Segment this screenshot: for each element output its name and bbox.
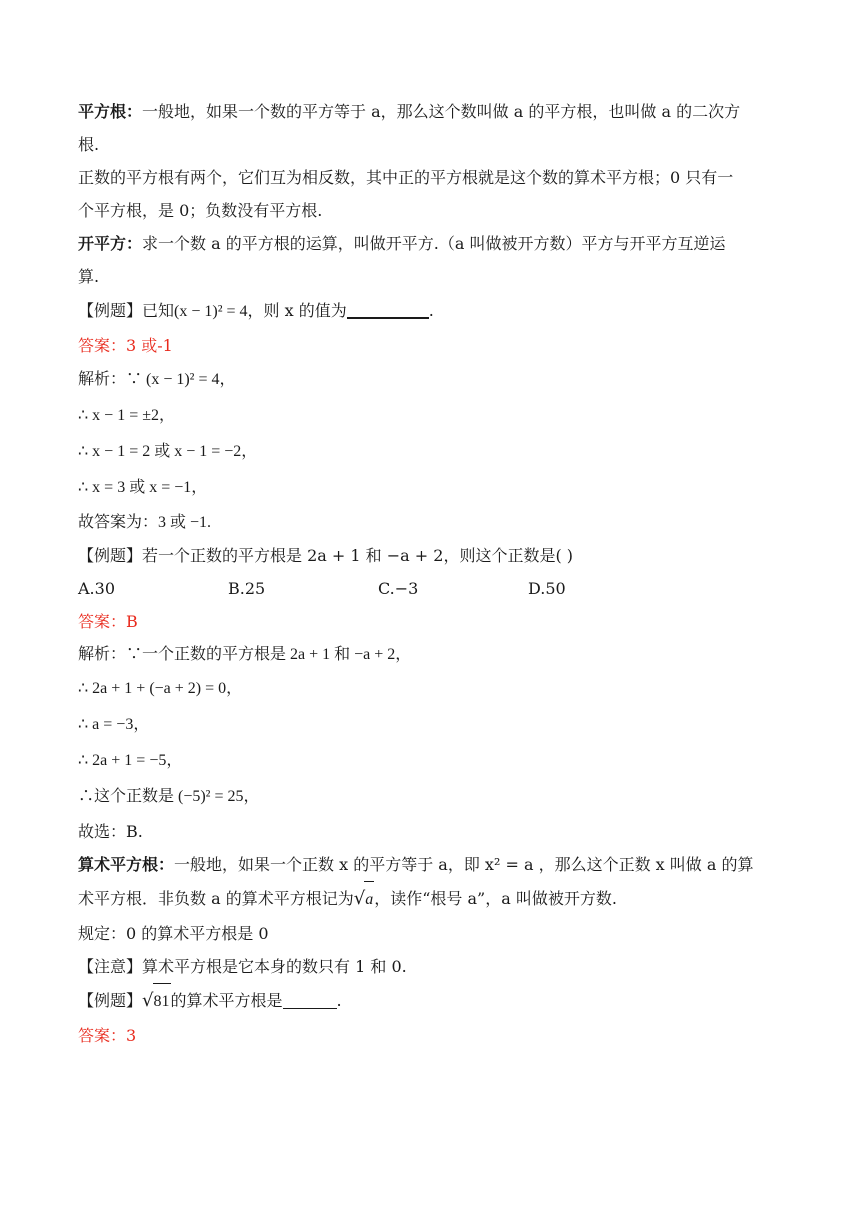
example-label: 【例题】	[78, 991, 143, 1010]
definition-text: 术平方根．非负数 a 的算术平方根记为	[78, 889, 354, 908]
example-3-question	[78, 983, 782, 1019]
math-expression: (x − 1)² = 4	[174, 303, 248, 320]
rule-text: 规定：0 的算术平方根是 0	[78, 924, 269, 943]
solution-step: ∴这个正数是 (−5)² = 25，	[78, 788, 260, 805]
solution-step: ∴ x − 1 = 2 或 x − 1 = −2，	[78, 443, 258, 460]
solution-step: ∴ x − 1 = ±2，	[78, 407, 176, 424]
example-1-answer: 答案：3 或-1	[78, 336, 173, 355]
solution-step: 解析：∵一个正数的平方根是 2a + 1 和 −a + 2，	[78, 646, 412, 663]
option-d: D.50	[528, 579, 566, 598]
question-end: .	[336, 991, 342, 1010]
definition-text: 求一个数 a 的平方根的运算，叫做开平方.（a 叫做被开方数）平方与开平方互逆运	[142, 234, 726, 253]
radicand: 81	[153, 983, 171, 1020]
term-extraction: 开平方：	[78, 234, 143, 253]
example-3-answer: 答案：3	[78, 1026, 137, 1045]
answer-blank	[283, 992, 337, 1009]
definition-text: 一般地，如果一个正数 x 的平方等于 a，即 x² = a ，那么这个正数 x 叫做 a 的算	[174, 855, 754, 874]
answer-blank	[347, 299, 429, 319]
radicand: a	[364, 881, 374, 918]
definition-text: 一般地，如果一个数的平方等于 a，那么这个数叫做 a 的平方根，也叫做 a 的二次方	[142, 102, 741, 121]
example-label: 【例题】已知	[78, 301, 175, 320]
definition-arithmetic-root	[78, 848, 782, 881]
solution-step: 解析：∵ (x − 1)² = 4，	[78, 371, 236, 388]
definition-extraction	[78, 227, 782, 260]
property-text: 正数的平方根有两个，它们互为相反数，其中正的平方根就是这个数的算术平方根；0 只有一	[78, 168, 734, 187]
example-2-question: 【例题】若一个正数的平方根是 2a + 1 和 −a + 2，则这个正数是( )	[78, 546, 574, 565]
option-c: C.−3	[378, 579, 419, 598]
example-2-options	[78, 572, 782, 605]
solution-conclusion: 故选：B.	[78, 822, 143, 841]
radical-sign: √	[353, 888, 366, 909]
definition-continuation: 根.	[78, 135, 100, 154]
solution-step: ∴ a = −3，	[78, 716, 150, 733]
definition-text: ，读作“根号 a”，a 叫做被开方数.	[374, 889, 617, 908]
note-text: 【注意】算术平方根是它本身的数只有 1 和 0.	[78, 957, 407, 976]
example-1-question	[78, 293, 782, 329]
question-text: ，则 x 的值为	[247, 301, 347, 320]
option-a: A.30	[78, 579, 115, 598]
question-text: 的算术平方根是	[170, 991, 283, 1010]
definition-continuation	[78, 881, 782, 917]
radical-sign: √	[142, 990, 154, 1011]
definition-square-root	[78, 95, 782, 128]
term-square-root: 平方根：	[78, 102, 143, 121]
option-b: B.25	[228, 579, 266, 598]
term-arithmetic-root: 算术平方根：	[78, 855, 175, 874]
example-2-answer: 答案：B	[78, 612, 138, 631]
property-text-continuation: 个平方根，是 0；负数没有平方根.	[78, 201, 323, 220]
solution-step: ∴ 2a + 1 + (−a + 2) = 0，	[78, 680, 243, 697]
question-end: .	[428, 301, 434, 320]
solution-step: ∴ x = 3 或 x = −1，	[78, 479, 208, 496]
solution-step: ∴ 2a + 1 = −5，	[78, 752, 183, 769]
solution-conclusion: 故答案为：3 或 −1.	[78, 514, 212, 531]
definition-continuation: 算.	[78, 267, 100, 286]
